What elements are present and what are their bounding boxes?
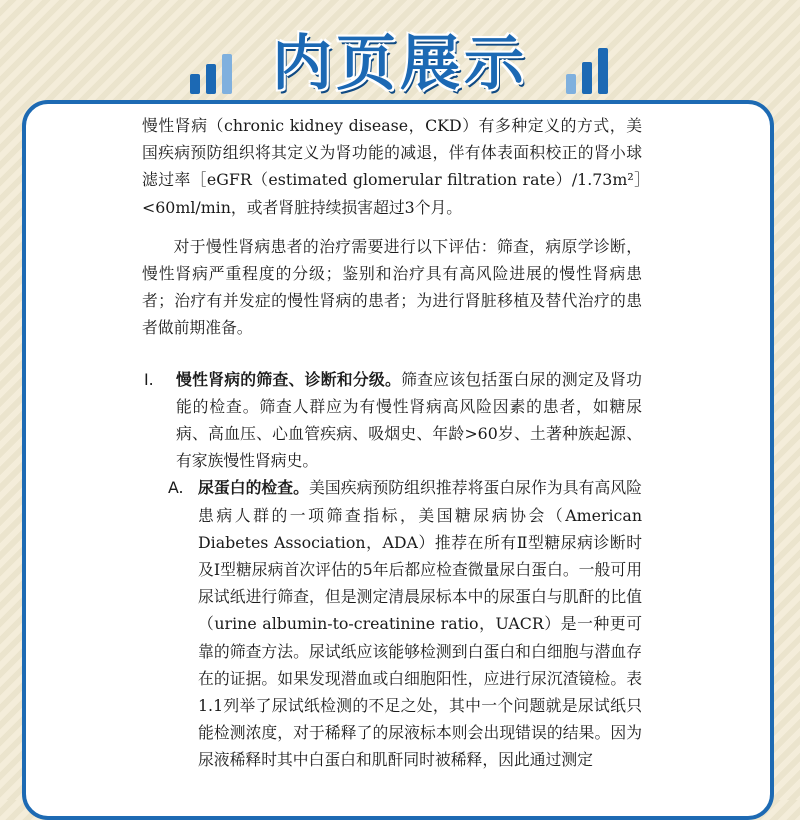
section-body: 筛查应该包括蛋白尿的测定及肾功能的检查。筛查人群应为有慢性肾病高风险因素的患者，如糖尿病、高血压、心血管疾病、吸烟史、年龄>60岁、土著种族起源、有家族慢性肾病史。 <box>176 369 642 471</box>
banner-title: 内页展示 <box>272 29 528 99</box>
page-text <box>142 112 642 774</box>
subsection-number: A. <box>168 478 184 498</box>
section-number: I. <box>144 369 154 389</box>
subsection-a <box>142 474 642 773</box>
evaluation-paragraph: 对于慢性肾病患者的治疗需要进行以下评估：筛查，病原学诊断，慢性肾病严重程度的分级；鉴别和治疗具有高风险进展的慢性肾病患者；治疗有并发症的慢性肾病的患者；为进行肾脏移植及替代治疗的患者做前期准备。 <box>142 236 642 338</box>
bar-chart-icon <box>566 46 624 94</box>
section-title: 慢性肾病的筛查、诊断和分级。 <box>176 369 402 389</box>
section-1 <box>142 366 642 475</box>
intro-paragraph: 慢性肾病（chronic kidney disease，CKD）有多种定义的方式，美国疾病预防组织将其定义为肾功能的减退，伴有体表面积校正的肾小球滤过率［eGFR（estimated glomerular filtration rate）/1.73m²］<60ml/min，或者肾脏持续损害超过3个月。 <box>142 116 642 217</box>
bar-chart-icon <box>190 46 248 94</box>
header <box>0 0 800 108</box>
subsection-title: 尿蛋白的检查。 <box>198 478 310 498</box>
subsection-body: 美国疾病预防组织推荐将蛋白尿作为具有高风险患病人群的一项筛查指标，美国糖尿病协会（American Diabetes Association，ADA）推荐在所有Ⅱ型糖尿病诊断时及Ⅰ型糖尿病首次评估的5年后都应检查微量尿白蛋白。一般可用尿试纸进行筛查，但是测定清晨尿标本中的尿蛋白与肌酐的比值（urine albumin-to-creatinine ratio，UACR）是一种更可靠的筛查方法。尿试纸应该能够检测到白蛋白和白细胞与潜血存在的证据。如果发现潜血或白细胞阳性，应进行尿沉渣镜检。表1.1列举了尿试纸检测的不足之处，其中一个问题就是尿试纸只能检测浓度，对于稀释了的尿液标本则会出现错误的结果。因为尿液稀释时其中白蛋白和肌酐同时被稀释，因此通过测定 <box>198 478 642 770</box>
